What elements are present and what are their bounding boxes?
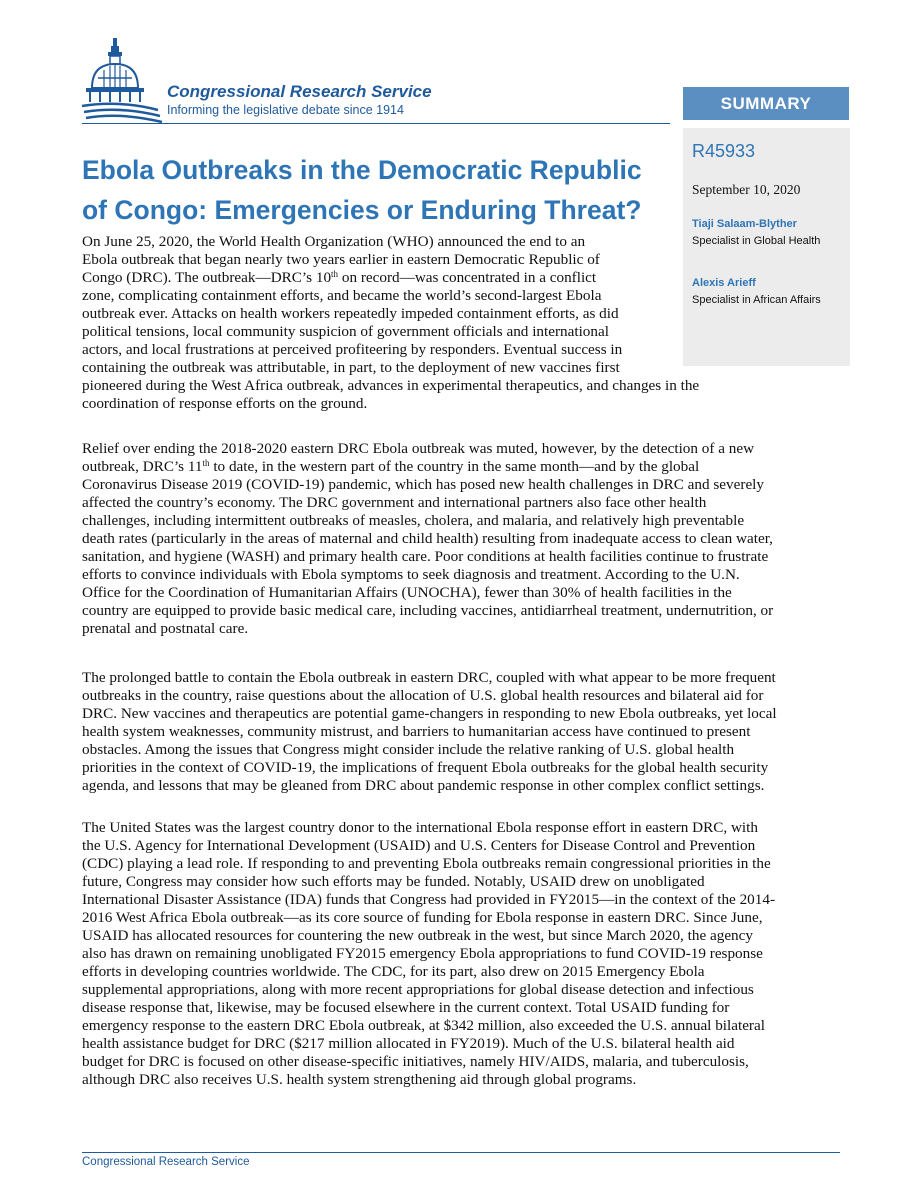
footer-divider bbox=[82, 1152, 840, 1153]
body-line: USAID has allocated resources for countering the new outbreak in the west, but since March 2020, the agency bbox=[82, 927, 753, 944]
body-line: budget for DRC is focused on other disease-specific initiatives, namely HIV/AIDS, malaria, and tuberculosis, bbox=[82, 1053, 749, 1070]
body-line: Relief over ending the 2018-2020 eastern DRC Ebola outbreak was muted, however, by the detection of a new bbox=[82, 440, 755, 457]
org-name: Congressional Research Service bbox=[167, 82, 432, 101]
body-line: the U.S. Agency for International Development (USAID) and U.S. Centers for Disease Control and Prevention bbox=[82, 837, 756, 854]
body-line: (CDC) playing a lead role. If responding to and preventing Ebola outbreaks remain congressional priorities in the bbox=[82, 855, 771, 872]
body-line: sanitation, and hygiene (WASH) and primary health care. Poor conditions at health facilities continue to frustrate bbox=[82, 548, 769, 565]
body-line: affected the country’s economy. The DRC government and international partners also face other health bbox=[82, 494, 707, 511]
body-line: priorities in the context of COVID-19, the implications of frequent Ebola outbreaks for the global health security bbox=[82, 759, 769, 776]
header-divider bbox=[82, 123, 670, 124]
body-line: DRC. New vaccines and therapeutics are potential game-changers in responding to new Ebola outbreaks, yet local bbox=[82, 705, 777, 722]
body-line: although DRC also receives U.S. health system strengthening aid through global programs. bbox=[82, 1071, 637, 1088]
report-title: Ebola Outbreaks in the Democratic Republic of Congo: Emergencies or Enduring Threat? bbox=[82, 155, 642, 225]
report-date: September 10, 2020 bbox=[692, 182, 801, 197]
body-line: efforts in developing countries worldwide. The CDC, for its part, also drew on 2015 Emergency Ebola bbox=[82, 963, 705, 980]
report-number: R45933 bbox=[692, 141, 756, 161]
body-line: future, Congress may consider how such efforts may be funded. Notably, USAID drew on unobligated bbox=[82, 873, 705, 890]
body-line: outbreak ever. Attacks on health workers repeatedly impeded containment efforts, as did bbox=[82, 305, 619, 322]
ordinal-suffix: th bbox=[202, 458, 210, 468]
body-text: Congo (DRC). The outbreak—DRC’s 10 bbox=[82, 269, 332, 286]
body-line bbox=[82, 269, 596, 287]
author-name: Tiaji Salaam-Blyther bbox=[692, 218, 797, 230]
body-line: challenges, including intermittent outbreaks of measles, cholera, and malaria, and relatively high preventable bbox=[82, 512, 745, 529]
body-line: coordination of response efforts on the ground. bbox=[82, 395, 368, 412]
body-line: outbreaks in the country, raise questions about the allocation of U.S. global health resources and bilateral aid for bbox=[82, 687, 764, 704]
body-line: 2016 West Africa Ebola outbreak—as its core source of funding for Ebola response in eastern DRC. Since June, bbox=[82, 909, 763, 926]
summary-heading: SUMMARY bbox=[683, 87, 849, 120]
body-line: disease response that, likewise, may be focused elsewhere in the current context. Total USAID funding for bbox=[82, 999, 730, 1016]
sidebar-panel bbox=[683, 128, 850, 366]
body-line bbox=[82, 458, 699, 476]
body-line: supplemental appropriations, along with more recent appropriations for global disease detection and infectious bbox=[82, 981, 754, 998]
body-line: death rates (particularly in the areas of maternal and child health) resulting from inadequate access to clean water, bbox=[82, 530, 773, 547]
body-line: prenatal and postnatal care. bbox=[82, 620, 249, 637]
body-line: The prolonged battle to contain the Ebola outbreak in eastern DRC, coupled with what appear to be more frequent bbox=[82, 669, 776, 686]
author-name: Alexis Arieff bbox=[692, 277, 756, 289]
author-title: Specialist in African Affairs bbox=[692, 294, 821, 306]
body-line: On June 25, 2020, the World Health Organization (WHO) announced the end to an bbox=[82, 233, 586, 250]
body-text: to date, in the western part of the country in the same month—and by the global bbox=[209, 458, 700, 475]
body-line: obstacles. Among the issues that Congress might consider include the relative ranking of U.S. global health bbox=[82, 741, 735, 758]
body-line: agenda, and lessons that may be gleaned from DRC about pandemic response in other complex conflict settings. bbox=[82, 777, 765, 794]
body-line: efforts to convince individuals with Ebola symptoms to seek diagnosis and treatment. According to the U.N. bbox=[82, 566, 740, 583]
body-line: political tensions, local community suspicion of government officials and international bbox=[82, 323, 609, 340]
body-line: also has drawn on remaining unobligated FY2015 emergency Ebola appropriations to fund COVID-19 response bbox=[82, 945, 763, 962]
body-line: emergency response to the eastern DRC Ebola outbreak, at $342 million, also exceeded the U.S. annual bilateral bbox=[82, 1017, 765, 1034]
body-line: Coronavirus Disease 2019 (COVID-19) pandemic, which has posed new health challenges in DRC and severely bbox=[82, 476, 764, 493]
body-line: pioneered during the West Africa outbreak, advances in experimental therapeutics, and changes in the bbox=[82, 377, 700, 394]
body-line: Office for the Coordination of Humanitarian Affairs (UNOCHA), fewer than 30% of health facilities in the bbox=[82, 584, 732, 601]
body-line: health system weaknesses, community mistrust, and barriers to humanitarian access have continued to present bbox=[82, 723, 751, 740]
body-line: country are equipped to provide basic medical care, including vaccines, antidiarrheal treatment, undernutrition, or bbox=[82, 602, 774, 619]
body-text: on record—was concentrated in a conflict bbox=[338, 269, 597, 286]
capitol-dome-icon bbox=[80, 34, 180, 126]
body-line: International Disaster Assistance (IDA) funds that Congress had provided in FY2015—in the context of the 2014- bbox=[82, 891, 776, 908]
body-text: outbreak, DRC’s 11 bbox=[82, 458, 203, 475]
footer-text: Congressional Research Service bbox=[82, 1156, 250, 1168]
body-line: Ebola outbreak that began nearly two years earlier in eastern Democratic Republic of bbox=[82, 251, 600, 268]
ordinal-suffix: th bbox=[331, 269, 339, 279]
body-line: health assistance budget for DRC ($217 million allocated in FY2019). Much of the U.S. bilateral health aid bbox=[82, 1035, 735, 1052]
author-title: Specialist in Global Health bbox=[692, 235, 821, 247]
org-tagline: Informing the legislative debate since 1914 bbox=[167, 103, 404, 117]
body-line: zone, complicating containment efforts, and became the world’s second-largest Ebola bbox=[82, 287, 602, 304]
body-line: The United States was the largest country donor to the international Ebola response effort in eastern DRC, with bbox=[82, 819, 758, 836]
body-line: containing the outbreak was attributable, in part, to the deployment of new vaccines first bbox=[82, 359, 620, 376]
body-line: actors, and local frustrations at perceived profiteering by responders. Eventual success in bbox=[82, 341, 623, 358]
